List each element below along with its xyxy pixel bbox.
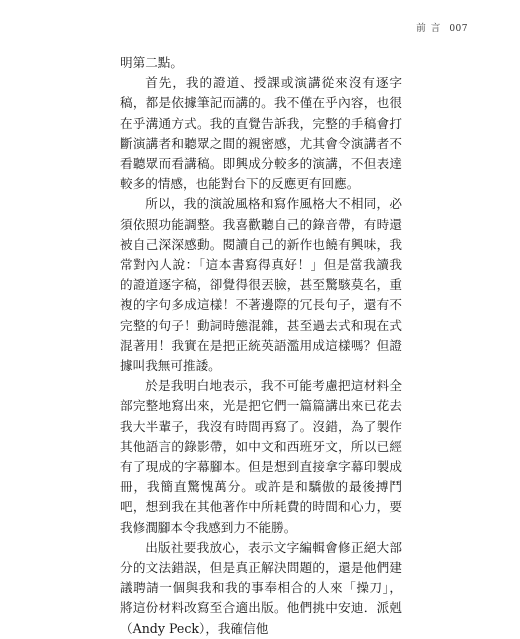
paragraph: 出版社要我放心，表示文字編輯會修正絕大部分的文法錯誤，但是真正解決問題的，還是他們建議聘請一個與我和我的事奉相合的人來「操刀」，將這份材料改寫至合適出版。他們挑中安迪．派剋（Andy Peck），我確信他 xyxy=(120,539,402,636)
page-number: 007 xyxy=(449,24,468,34)
paragraph-continued: 明第二點。 xyxy=(120,55,183,70)
paragraph: 於是我明白地表示，我不可能考慮把這材料全部完整地寫出來，光是把它們一篇篇講出來已花去我大半輩子，我沒有時間再寫了。沒錯，為了製作其他語言的錄影帶，如中文和西班牙文，所以已經有了現成的字幕腳本。但是想到直接拿字幕印製成冊，我簡直驚愧萬分。或許是和驕傲的最後搏鬥吧，想到我在其他著作中所耗費的時間和心力，要我修潤腳本令我感到力不能勝。 xyxy=(120,378,402,535)
chapter-title: 前 言 xyxy=(416,23,442,34)
body-text xyxy=(120,53,402,639)
running-header xyxy=(416,20,468,34)
paragraph: 所以，我的演說風格和寫作風格大不相同，必須依照功能調整。我喜歡聽自己的錄音帶，有時還被自己深深感動。閱讀自己的新作也饒有興味，我常對內人說：「這本書寫得真好！」但是當我讀我的證道逐字稿，卻覺得很丟臉，甚至驚駭莫名，重複的字句多成這樣！不著邊際的冗長句子，還有不完整的句子！動詞時態混雜，甚至過去式和現在式混著用！我實在是把正統英語濫用成這樣嗎？但證據叫我無可推諉。 xyxy=(120,196,402,374)
paragraph: 首先，我的證道、授課或演講從來沒有逐字稿，都是依據筆記而講的。我不僅在乎內容，也很在乎溝通方式。我的直覺告訴我，完整的手稿會打斷演講者和聽眾之間的親密感，尤其會令演講者不看聽眾而看講稿。即興成分較多的演講，不但表達較多的情感，也能對台下的反應更有回應。 xyxy=(120,75,402,192)
